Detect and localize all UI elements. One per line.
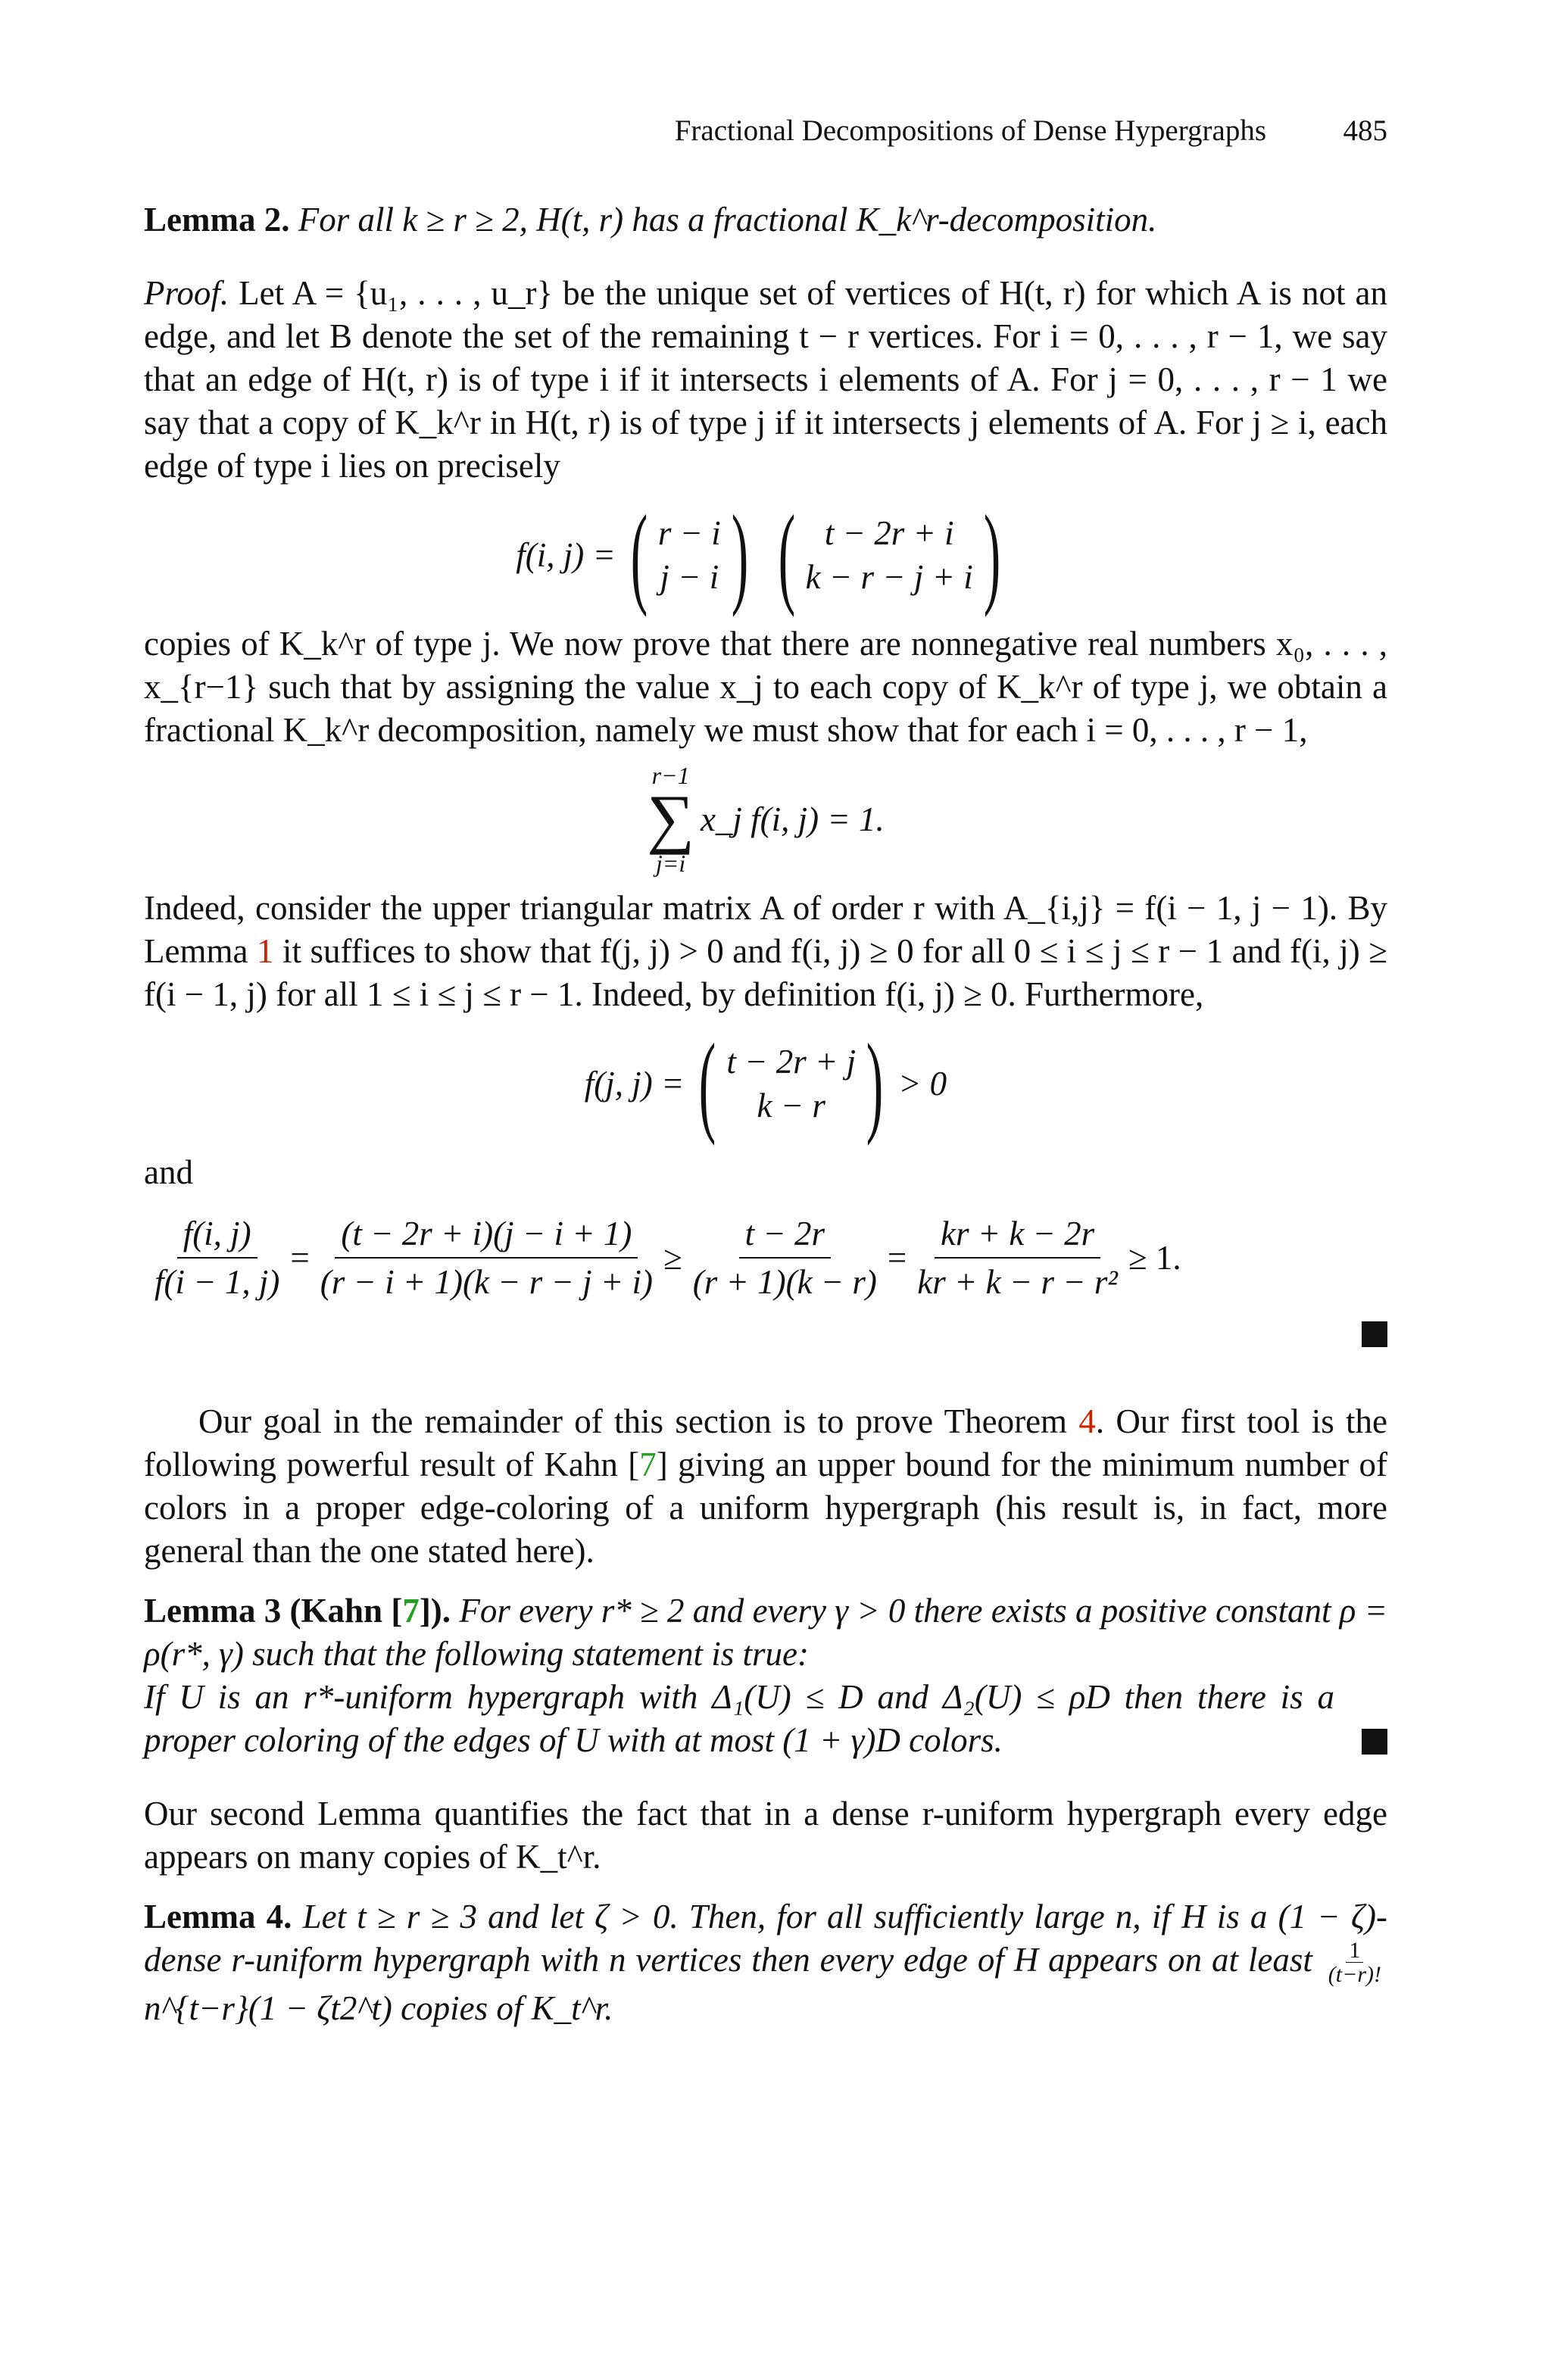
lemma-4-label: Lemma 4. [144, 1898, 292, 1936]
eq4-fraction-2-den: (r − i + 1)(k − r − j + i) [320, 1263, 654, 1301]
qed-square-icon [1362, 1321, 1387, 1347]
eq1-binomial-2-top: t − 2r + i [824, 514, 954, 552]
qed-square-icon-lemma-3 [1362, 1729, 1387, 1755]
eq3-binomial-top: t − 2r + j [726, 1043, 857, 1081]
eq3-binomial-bottom: k − r [757, 1087, 825, 1124]
proof-paragraph-3 [144, 887, 1387, 1016]
eq4-fraction-1-num: f(i, j) [177, 1213, 257, 1259]
eq4-fraction-3-num: t − 2r [739, 1213, 831, 1259]
eq4-fraction-2 [314, 1213, 659, 1302]
running-head-title: Fractional Decompositions of Dense Hypergraphs [674, 114, 1266, 147]
goal-text-1: Our goal in the remainder of this section is to prove Theorem [198, 1402, 1079, 1440]
eq4-op-2: ≥ [663, 1238, 682, 1277]
lemma-3 [144, 1589, 1387, 1676]
goal-text-2: . Our first tool is the following powerful result of Kahn [ [144, 1402, 1387, 1483]
proof-text-3a: Indeed, consider the upper triangular matrix A of order r with A_{i,j} = f(i − 1, j − 1). By Lemma [144, 889, 1387, 970]
proof-text-3b: it suffices to show that f(j, j) > 0 and f(i, j) ≥ 0 for all 0 ≤ i ≤ j ≤ r − 1 and f(i, j) ≥ f(i − 1, j) for all 1 ≤ i ≤ j ≤ r − 1. Indeed, by definition f(i, j) ≥ 0. Furthermore, [144, 932, 1387, 1013]
goal-text-3: ] giving an upper bound for the minimum number of colors in a proper edge-coloring of a uniform hypergraph (his result is, in fact, more general than the one stated here). [144, 1446, 1387, 1570]
eq4-fraction-4-num: kr + k − 2r [935, 1213, 1100, 1259]
eq4-fraction-4-den: kr + k − r − r² [917, 1263, 1118, 1301]
proof-paragraph-2: copies of K_k^r of type j. We now prove that there are nonnegative real numbers x₀, . . . , x_{r−1} such that by assigning the value x_j to each copy of K_k^r of type j, we obtain a fractional K_k^r decomposition, namely we must show that for each i = 0, . . . , r − 1, [144, 625, 1387, 749]
lemma-2-statement: For all k ≥ r ≥ 2, H(t, r) has a fractional K_k^r-decomposition. [298, 201, 1157, 239]
second-lemma-paragraph: Our second Lemma quantifies the fact that in a dense r-uniform hypergraph every edge appears on many copies of K_t^r. [144, 1795, 1387, 1876]
lemma-4-fraction [1325, 1939, 1384, 1987]
eq4-end: ≥ 1. [1128, 1238, 1181, 1277]
running-head [144, 114, 1387, 159]
equation-f-ij [144, 492, 1387, 618]
eq2-summation: r−1 ∑ j=i [647, 762, 694, 877]
eq3-rhs: > 0 [898, 1064, 947, 1103]
eq4-fraction-3 [687, 1213, 883, 1302]
eq1-binomial-1: ( r − i j − i ) [630, 492, 748, 618]
proof-paragraph-1 [144, 272, 1387, 488]
ref-kahn-7[interactable]: 7 [639, 1446, 657, 1483]
eq4-op-1: = [290, 1238, 310, 1277]
eq1-binomial-1-bottom: j − i [660, 558, 719, 596]
ref-lemma-3-kahn-7[interactable]: 7 [402, 1592, 420, 1630]
lemma-4-fraction-den: (t−r)! [1328, 1962, 1382, 1988]
proof-label: Proof. [144, 274, 229, 312]
equation-ratio [144, 1205, 1387, 1311]
lemma-2-label: Lemma 2. [144, 201, 290, 239]
ref-lemma-1[interactable]: 1 [256, 932, 274, 970]
eq1-lhs: f(i, j) = [516, 535, 616, 574]
proof-text-1: Let A = {u₁, . . . , u_r} be the unique set of vertices of H(t, r) for which A is not an edge, and let B denote the set of the remaining t − r vertices. For i = 0, . . . , r − 1, we say that an edge of H(t, r) is of type i if it intersects i elements of A. For j = 0, . . . , r − 1 we say that a copy of K_k^r in H(t, r) is of type j if it intersects j elements of A. For j ≥ i, each edge of type i lies on precisely [144, 274, 1387, 485]
lemma-3-part-2 [144, 1676, 1387, 1762]
page-number: 485 [1343, 114, 1387, 147]
goal-paragraph [144, 1400, 1387, 1573]
equation-sum [144, 763, 1387, 876]
eq4-op-3: = [887, 1238, 907, 1277]
eq2-body: x_j f(i, j) = 1. [700, 800, 885, 838]
lemma-4 [144, 1895, 1387, 2030]
lemma-3-label-b: ]). [419, 1592, 451, 1630]
lemma-4-fraction-num: 1 [1346, 1939, 1363, 1963]
lemma-4-statement-a: Let t ≥ r ≥ 3 and let ζ > 0. Then, for all sufficiently large n, if H is a (1 − ζ)-dense r-uniform hypergraph with n vertices then every edge of H appears on at least [144, 1898, 1388, 1979]
lemma-3-statement: For every r* ≥ 2 and every γ > 0 there exists a positive constant ρ = ρ(r*, γ) such that the following statement is true: [144, 1592, 1387, 1673]
eq2-lower-limit: j=i [655, 850, 686, 877]
ref-theorem-4[interactable]: 4 [1078, 1402, 1096, 1440]
equation-f-jj [144, 1021, 1387, 1146]
eq4-fraction-1 [148, 1213, 286, 1302]
lemma-3-statement-2: If U is an r*-uniform hypergraph with Δ₁(U) ≤ D and Δ₂(U) ≤ ρD then there is a proper coloring of the edges of U with at most (1 + γ)D colors. [144, 1678, 1334, 1759]
eq4-fraction-4 [911, 1213, 1124, 1302]
eq4-fraction-3-den: (r + 1)(k − r) [692, 1263, 877, 1301]
eq3-binomial: ( t − 2r + j k − r ) [699, 1021, 884, 1146]
page-body [144, 198, 1387, 2030]
eq2-upper-limit: r−1 [651, 762, 690, 789]
eq1-binomial-1-top: r − i [657, 514, 721, 552]
eq1-binomial-2: ( t − 2r + i k − r − j + i ) [778, 492, 1000, 618]
lemma-2 [144, 198, 1387, 242]
eq3-lhs: f(j, j) = [584, 1064, 685, 1103]
eq4-fraction-1-den: f(i − 1, j) [154, 1263, 280, 1301]
eq4-fraction-2-num: (t − 2r + i)(j − i + 1) [335, 1213, 638, 1259]
lemma-3-label-a: Lemma 3 (Kahn [ [144, 1592, 403, 1630]
proof-end [144, 1321, 1387, 1347]
lemma-4-statement-b: n^{t−r}(1 − ζt2^t) copies of K_t^r. [144, 1989, 613, 2028]
eq1-binomial-2-bottom: k − r − j + i [805, 558, 973, 596]
proof-and: and [144, 1153, 193, 1191]
